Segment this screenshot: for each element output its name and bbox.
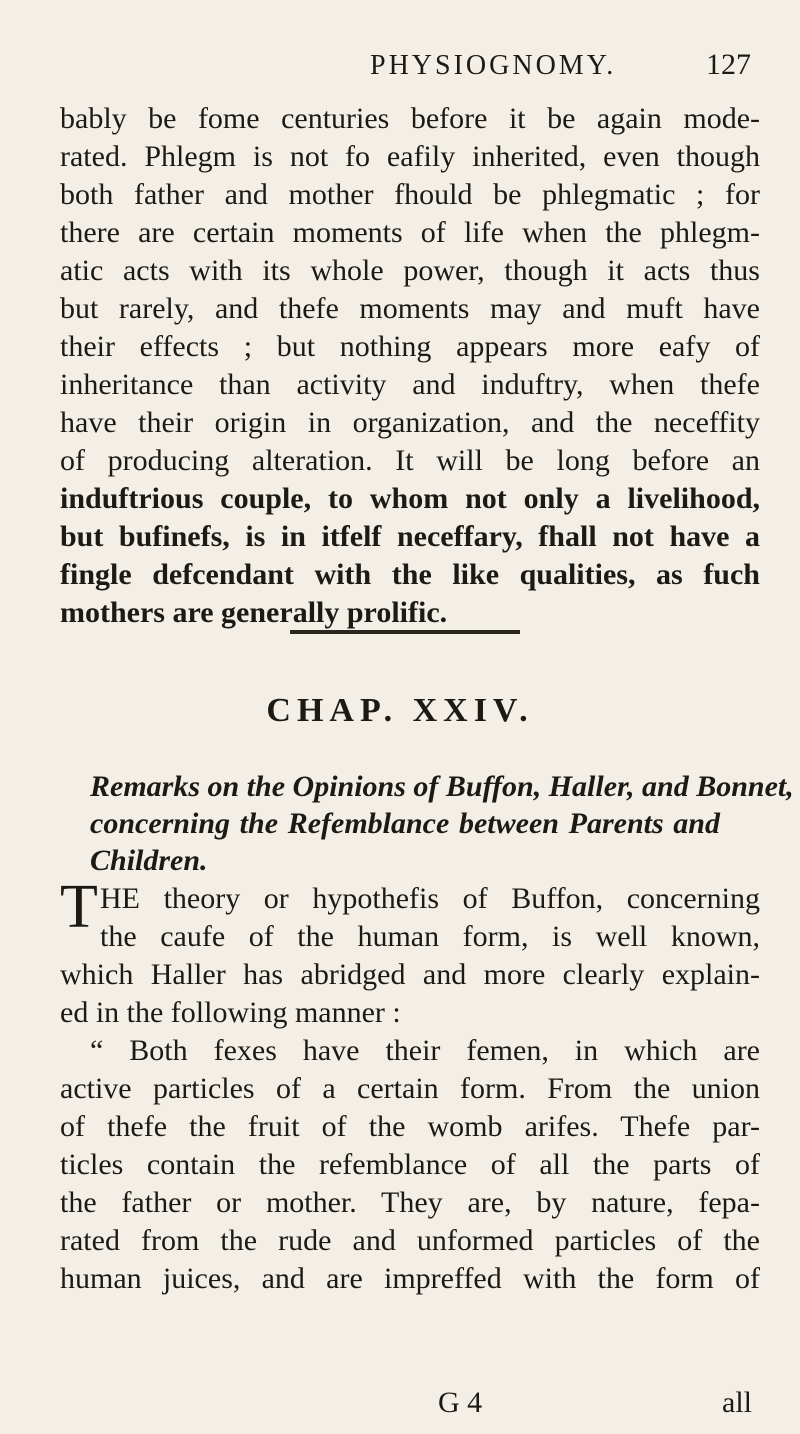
text-line: the caufe of the human form, is well known, bbox=[100, 920, 760, 953]
text-line: have their origin in organization, and the neceffity bbox=[60, 406, 760, 439]
text-line: of producing alteration. It will be long before an bbox=[60, 444, 760, 477]
text-line: bably be fome centuries before it be again mode- bbox=[60, 102, 760, 135]
signature-mark: G 4 bbox=[438, 1386, 483, 1419]
text-line: of thefe the fruit of the womb arifes. Thefe par- bbox=[60, 1110, 760, 1143]
running-title: PHYSIOGNOMY. bbox=[370, 50, 617, 81]
text-line: ticles contain the refemblance of all the parts of bbox=[60, 1148, 760, 1181]
running-head bbox=[0, 50, 800, 90]
subtitle-line: Children. bbox=[90, 844, 208, 877]
text-line: “ Both fexes have their femen, in which are bbox=[90, 1034, 760, 1067]
text-line: both father and mother fhould be phlegmatic ; for bbox=[60, 178, 760, 211]
text-line: which Haller has abridged and more clearly explain- bbox=[60, 958, 760, 991]
text-line: inheritance than activity and induftry, when thefe bbox=[60, 368, 760, 401]
text-line: human juices, and are impreffed with the form of bbox=[60, 1262, 760, 1295]
text-line: their effects ; but nothing appears more eafy of bbox=[60, 330, 760, 363]
page-footer bbox=[0, 1386, 800, 1426]
text-line: rated from the rude and unformed particles of the bbox=[60, 1224, 760, 1257]
page-number: 127 bbox=[706, 48, 751, 81]
chapter-subtitle bbox=[90, 768, 794, 879]
subtitle-line: concerning the Refemblance between Parents and bbox=[90, 807, 720, 840]
top-paragraph bbox=[60, 100, 760, 632]
text-line: but rarely, and thefe moments may and muft have bbox=[60, 292, 760, 325]
text-line: rated. Phlegm is not fo eafily inherited, even though bbox=[60, 140, 760, 173]
text-line: induftrious couple, to whom not only a livelihood, bbox=[60, 482, 760, 515]
text-line: but bufinefs, is in itfelf neceffary, fhall not have a bbox=[60, 520, 760, 553]
drop-cap: T bbox=[60, 873, 98, 941]
main-paragraph bbox=[60, 873, 760, 1298]
section-divider bbox=[290, 630, 520, 634]
text-line: active particles of a certain form. From the union bbox=[60, 1072, 760, 1105]
text-line: there are certain moments of life when the phlegm- bbox=[60, 216, 760, 249]
text-line: ed in the following manner : bbox=[60, 996, 401, 1029]
catchword: all bbox=[722, 1386, 752, 1419]
text-line: HE theory or hypothefis of Buffon, concerning bbox=[100, 882, 760, 915]
text-line: mothers are generally prolific. bbox=[60, 596, 448, 629]
chapter-heading: CHAP. XXIV. bbox=[266, 692, 534, 729]
text-line: fingle defcendant with the like qualities, as fuch bbox=[60, 558, 760, 591]
subtitle-line: Remarks on the Opinions of Buffon, Haller, and Bonnet, bbox=[90, 770, 794, 803]
text-line: atic acts with its whole power, though it acts thus bbox=[60, 254, 760, 287]
text-line: the father or mother. They are, by nature, fepa- bbox=[60, 1186, 760, 1219]
